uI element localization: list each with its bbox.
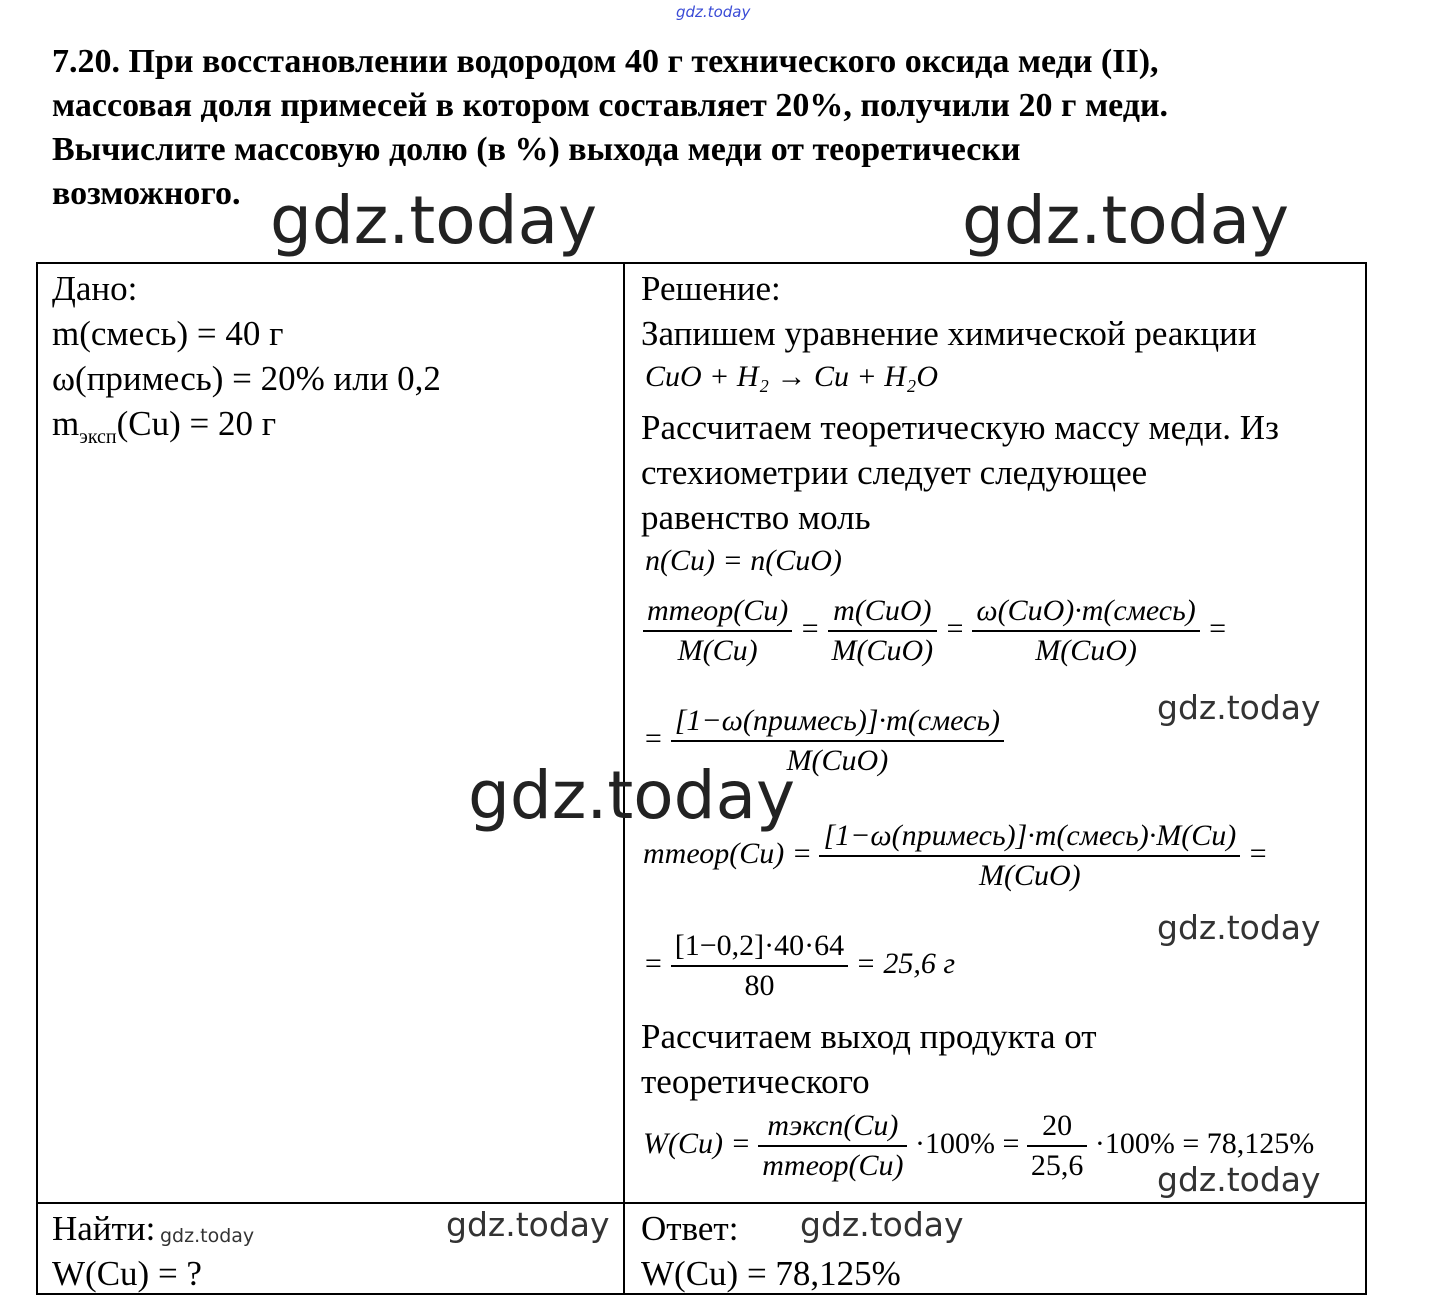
solution-cell bbox=[625, 264, 1365, 1202]
watermark-1: gdz.today bbox=[270, 182, 598, 259]
task-line-4: возможного. bbox=[52, 175, 241, 212]
answer-heading: Ответ: bbox=[641, 1209, 739, 1248]
fraction-mteor-over-M: $\frac{\text{mтеор(Cu)}}{M(Cu)}$ bbox=[643, 594, 792, 668]
mteor-calculation: = $\frac{[1-0,2]\cdot 40\cdot 64}{80}$ = 25,6 г bbox=[643, 929, 956, 1002]
reaction-equation: CuO + H₂ → Cu + H₂O bbox=[645, 360, 939, 393]
given-cell bbox=[38, 264, 623, 1202]
given-heading: Дано: bbox=[52, 269, 138, 308]
solution-step-1: Запишем уравнение химической реакции bbox=[641, 314, 1257, 353]
watermark-5: gdz.today bbox=[1157, 908, 1321, 947]
fraction-impurity-line: = $\frac{\text{[1−ω(примесь)]·m(смесь)}}{\text{M(CuO)}}$ bbox=[643, 704, 1004, 778]
solution-step-2-line-1: Рассчитаем теоретическую массу меди. Из bbox=[641, 408, 1279, 447]
solution-step-3-line-2: теоретического bbox=[641, 1062, 870, 1101]
watermark-8: gdz.today bbox=[800, 1205, 964, 1244]
answer-value: W(Cu) = 78,125% bbox=[641, 1254, 901, 1293]
solution-step-3-line-1: Рассчитаем выход продукта от bbox=[641, 1017, 1097, 1056]
fraction-impurity: $\frac{\text{[1−ω(примесь)]·m(смесь)}}{\text{M(CuO)}}$ bbox=[671, 704, 1004, 778]
given-w-impurity: ω(примесь) = 20% или 0,2 bbox=[52, 359, 441, 398]
task-line-3: Вычислите массовую долю (в %) выхода меди от теоретически bbox=[52, 131, 1021, 168]
fraction-chain: $\frac{\text{mтеор(Cu)}}{M(Cu)}$ = $\frac{\text{m(CuO)}}{\text{M(CuO)}}$ = $\frac{\text{ω(CuO)·m(смесь)}}{\text{M(CuO)}}$ = bbox=[643, 594, 1228, 668]
mteor-formula: mтеор(Cu) = $\frac{\text{[1−ω(примесь)]·m(смесь)·M(Cu)}}{\text{M(CuO)}}$ = bbox=[643, 819, 1268, 892]
top-watermark: gdz.today bbox=[676, 3, 751, 21]
watermark-2: gdz.today bbox=[962, 182, 1290, 259]
watermark-9: gdz.today bbox=[160, 1225, 255, 1247]
watermark-7: gdz.today bbox=[446, 1205, 610, 1244]
solution-step-2-line-2: стехиометрии следует следующее bbox=[641, 453, 1148, 492]
task-line-2: массовая доля примесей в котором составляет 20%, получили 20 г меди. bbox=[52, 87, 1169, 124]
fraction-yield-numbers: $\frac{20}{25,6}$ bbox=[1027, 1109, 1088, 1183]
find-value: W(Cu) = ? bbox=[52, 1254, 202, 1293]
moles-equation: n(Cu) = n(CuO) bbox=[645, 544, 842, 577]
solution-heading: Решение: bbox=[641, 269, 781, 308]
given-m-exp: $m_{эксп}(Cu) = 20$ г bbox=[52, 404, 277, 448]
fraction-mteor-numbers: $\frac{[1-0,2]\cdot 40\cdot 64}{80}$ bbox=[671, 929, 848, 1003]
fraction-mteor-general: $\frac{\text{[1−ω(примесь)]·m(смесь)·M(Cu)}}{\text{M(CuO)}}$ bbox=[819, 819, 1240, 893]
given-m-mix: m(смесь) = 40 г bbox=[52, 314, 284, 353]
watermark-3: gdz.today bbox=[468, 757, 796, 834]
solution-step-2-line-3: равенство моль bbox=[641, 498, 871, 537]
fraction-m-over-M: $\frac{\text{m(CuO)}}{\text{M(CuO)}}$ bbox=[828, 594, 938, 668]
watermark-6: gdz.today bbox=[1157, 1160, 1321, 1199]
answer-cell bbox=[625, 1204, 1365, 1293]
watermark-4: gdz.today bbox=[1157, 688, 1321, 727]
fraction-yield: $\frac{\text{mэксп(Cu)}}{\text{mтеор(Cu)}}$ bbox=[758, 1109, 907, 1183]
fraction-w-m-over-M: $\frac{\text{ω(CuO)·m(смесь)}}{\text{M(CuO)}}$ bbox=[972, 594, 1199, 668]
yield-formula: W(Cu) = $\frac{\text{mэксп(Cu)}}{\text{mтеор(Cu)}}$ ·100% = $\frac{20}{25,6}$ ·100% = 78,125% bbox=[643, 1109, 1315, 1182]
find-heading: Найти: bbox=[52, 1209, 156, 1248]
task-line-1: 7.20. При восстановлении водородом 40 г технического оксида меди (II), bbox=[52, 43, 1159, 80]
